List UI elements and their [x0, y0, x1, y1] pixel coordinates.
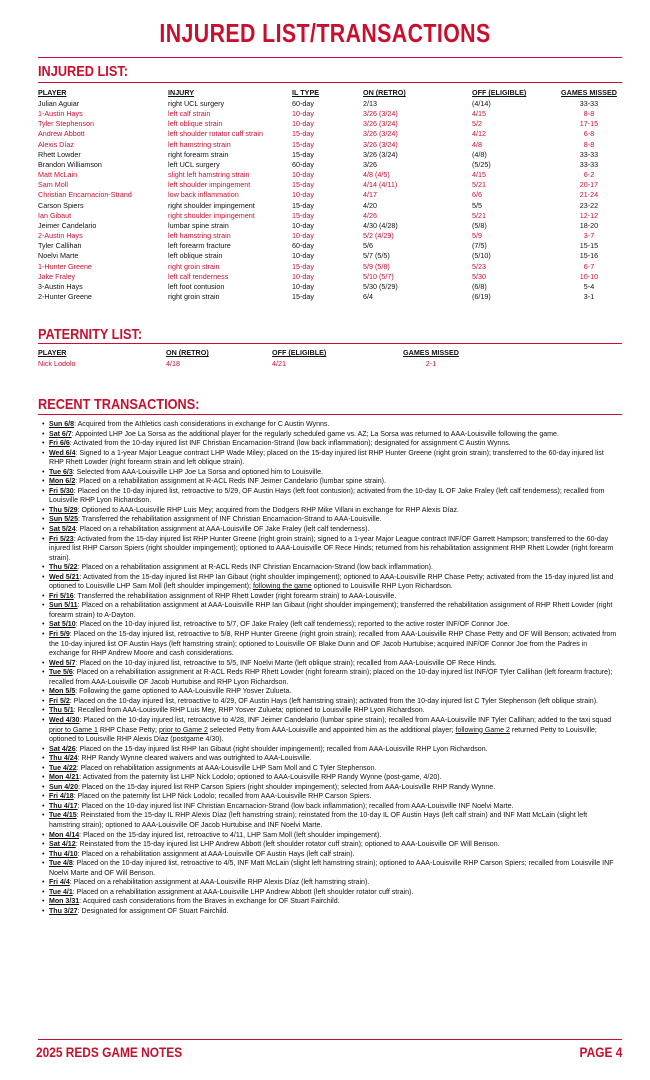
player-name: Alexis Díaz: [38, 139, 74, 149]
injured-list-table: [38, 88, 622, 302]
table-row: [38, 201, 622, 211]
player-name: Jeimer Candelario: [38, 220, 97, 230]
list-item: [42, 831, 618, 841]
list-item: [42, 888, 618, 898]
transaction-text: : Selected from AAA-Louisville LHP Joe La Sorsa and optioned him to Louisville.: [72, 468, 323, 476]
player-name: Julian Aguiar: [38, 99, 80, 108]
on-retro: 4/14 (4/11): [363, 180, 398, 190]
off-eligible: (5/10): [472, 251, 491, 261]
footer-page-number: PAGE 4: [579, 1044, 622, 1060]
list-item: [42, 515, 618, 525]
games-missed: 2-1: [425, 359, 437, 368]
il-type: 10-day: [292, 231, 314, 241]
transaction-date: Fri 4/18: [49, 793, 74, 801]
table-row: [38, 272, 622, 282]
transaction-text: : Placed on the 15-day injured list RHP Carson Spiers (right shoulder impingement); selected from AAA-Louisville RHP Randy Wynne.: [77, 783, 496, 791]
injured-list-rule: [38, 82, 622, 83]
il-type: 15-day: [292, 200, 314, 210]
on-retro: 5/6: [363, 241, 373, 251]
table-row: [38, 262, 622, 272]
list-item: [42, 487, 618, 506]
transaction-text: : Designated for assignment OF Stuart Fairchild.: [77, 907, 229, 915]
games-missed: 18-20: [579, 220, 599, 230]
transaction-date: Sun 5/25: [49, 516, 78, 524]
transaction-date: Fri 5/23: [49, 535, 74, 543]
transaction-date: Sun 4/20: [49, 783, 78, 791]
list-item: [42, 659, 618, 669]
column-header-games-missed: GAMES MISSED: [561, 88, 617, 97]
transaction-date: Sat 5/10: [49, 621, 76, 629]
transaction-date: Fri 5/2: [49, 697, 70, 705]
injury: left oblique strain: [168, 119, 223, 129]
transaction-text: : Transferred the rehabilitation assignment of RHP Rhett Lowder (right forearm strain) to AAA-Louisville.: [73, 592, 397, 600]
injury: left calf tenderness: [168, 271, 229, 281]
il-type: 15-day: [292, 261, 314, 271]
transaction-text: : Placed on the 10-day injured list, retroactive to 4/29, OF Austin Hays (left hamstring strain); activated from the 10-day injured list C Tyler Stephenson (left oblique strain).: [69, 697, 599, 705]
title-rule: [38, 57, 622, 58]
list-item: [42, 563, 618, 573]
transaction-text: returned Petty to Louisville; optioned to Louisville RHP Alexis Díaz (postgame 4/30).: [49, 726, 597, 744]
column-header-on-retro: ON (RETRO): [166, 348, 209, 357]
column-header-on-retro: ON (RETRO): [363, 88, 406, 97]
transaction-text: : Placed on a rehabilitation assignment at AAA-Louisville LHP Andrew Abbott (left shoulder rotator cuff strain).: [72, 888, 414, 896]
transaction-text: : Placed on the 10-day injured list INF Christian Encarnacion-Strand (low back inflammation); recalled from AAA-Louisville INF Noelvi Marte.: [77, 802, 514, 810]
games-missed: 15-16: [579, 251, 599, 261]
table-row: [38, 150, 622, 160]
list-item: [42, 439, 618, 449]
transaction-text: : Placed on the 15-day injured list, retroactive to 4/11, LHP Sam Moll (left shoulder impingement).: [79, 831, 382, 839]
list-item: [42, 897, 618, 907]
off-eligible: 5/5: [472, 200, 482, 210]
transaction-date: Wed 5/21: [49, 573, 80, 581]
transaction-text: : Activated from the 10-day injured list INF Christian Encarnacion-Strand (low back inflammation); designated for assignment C Austin Wynns.: [69, 440, 511, 448]
table-row: [38, 231, 622, 241]
injured-list-header-row: [38, 88, 622, 99]
injury: left shoulder rotator cuff strain: [168, 129, 263, 139]
player-name: 3-Austin Hays: [38, 281, 83, 291]
il-type: 15-day: [292, 149, 314, 159]
table-row: [38, 282, 622, 292]
transaction-text: : Placed on the paternity list LHP Nick Lodolo; recalled from AAA-Louisville RHP Carson Spiers.: [73, 793, 372, 801]
column-header-games-missed: GAMES MISSED: [403, 348, 459, 357]
injury: left shoulder impingement: [168, 180, 251, 190]
transaction-date: Mon 5/5: [49, 688, 76, 696]
on-retro: 4/26: [363, 210, 377, 220]
transaction-text: : Placed on the 10-day injured list, retroactive to 5/5, INF Noelvi Marte (left oblique strain); recalled from AAA-Louisville OF Rece Hinds.: [75, 659, 497, 667]
off-eligible: (7/5): [472, 241, 487, 251]
on-retro: 3/26 (3/24): [363, 109, 398, 119]
list-item: [42, 745, 618, 755]
table-row: [38, 221, 622, 231]
player-name: Sam Moll: [38, 180, 68, 190]
games-missed: 8-8: [583, 139, 595, 149]
transaction-text: : Signed to a 1-year Major League contract LHP Wade Miley; placed on the 15-day injured list RHP Hunter Greene (right groin strain); transferred to the 60-day injured list RHP Rhett Lowder (right forearm strain and left oblique strain).: [49, 449, 604, 467]
on-retro: 3/26: [363, 159, 377, 169]
transaction-text: : Placed on a rehabilitation assignment at AAA-Louisville OF Jake Fraley (left calf tenderness).: [75, 526, 370, 534]
transaction-date: Mon 3/31: [49, 898, 80, 906]
paternity-list-header-row: [38, 348, 622, 359]
games-missed: 8-8: [583, 109, 595, 119]
transaction-text: : Placed on the 10-day injured list, retroactive to 4/5, INF Matt McLain (slight left hamstring strain); optioned to AAA-Louisville RHP Carson Spiers; recalled from Louisville INF Noelvi Marte and OF Will Benson.: [49, 860, 614, 877]
list-item: [42, 754, 618, 764]
table-row: [38, 190, 622, 200]
column-header-off-eligible: OFF (ELIGIBLE): [472, 88, 527, 97]
table-row: [38, 359, 622, 369]
transaction-text: : Optioned to AAA-Louisville RHP Luis Mey; acquired from the Dodgers RHP Mike Villani in exchange for RHP Alexis Díaz.: [77, 506, 459, 514]
transaction-text: : Placed on the 10-day injured list, retroactive to 4/28, INF Jeimer Candelario (lumbar spine strain); recalled from AAA-Louisville INF Tyler Callihan; added to the taxi squad: [79, 716, 612, 724]
on-retro: 3/26 (3/24): [363, 139, 398, 149]
injury: left foot contusion: [168, 281, 225, 291]
games-missed: 5-4: [583, 281, 595, 291]
paternity-list-table: [38, 348, 622, 369]
list-item: [42, 840, 618, 850]
list-item: [42, 687, 618, 697]
player-name: Tyler Callihan: [38, 241, 82, 251]
transaction-text: : RHP Randy Wynne cleared waivers and was outrighted to AAA-Louisville.: [77, 755, 312, 763]
paternity-list-rule: [38, 343, 622, 344]
transactions-list: [42, 420, 618, 916]
off-eligible: (6/19): [472, 291, 491, 301]
transactions-heading: RECENT TRANSACTIONS:: [38, 396, 200, 413]
column-header-player: PLAYER: [38, 88, 67, 97]
list-item: [42, 525, 618, 535]
transaction-text: : Appointed LHP Joe La Sorsa as the additional player for the regularly scheduled game vs. AZ; La Sorsa was returned to AAA-Louisville following the game.: [71, 430, 559, 438]
transaction-date: Fri 5/16: [49, 592, 74, 600]
transaction-text: : Reinstated from the 15-day IL RHP Alexis Díaz (left hamstring strain); reinstated from the 10-day IL OF Austin Hays (left calf strain) and INF Matt McLain (slight left hamstring strain); optioned to AAA-Louisville OF Jacob Hurtubise and INF Noelvi Marte.: [49, 812, 588, 829]
off-eligible: 5/23: [472, 261, 486, 271]
on-retro: 5/7 (5/5): [363, 251, 390, 261]
transaction-text: : Following the game optioned to AAA-Louisville RHP Yosver Zulueta.: [75, 688, 292, 696]
injury: right groin strain: [168, 261, 220, 271]
il-type: 15-day: [292, 129, 314, 139]
games-missed: 12-12: [579, 210, 599, 220]
player-name: Christian Encarnacion-Strand: [38, 190, 132, 200]
off-eligible: 4/15: [472, 170, 486, 180]
off-eligible: 5/2: [472, 119, 482, 129]
injury: right shoulder impingement: [168, 210, 255, 220]
on-retro: 6/4: [363, 291, 373, 301]
player-name: Jake Fraley: [38, 271, 76, 281]
player-name: Matt McLain: [38, 170, 78, 180]
injury: left hamstring strain: [168, 231, 231, 241]
table-row: [38, 241, 622, 251]
on-retro: 4/18: [166, 359, 180, 368]
column-header-injury: INJURY: [168, 88, 195, 97]
off-eligible: 4/21: [272, 359, 286, 368]
off-eligible: (6/8): [472, 281, 487, 291]
off-eligible: 6/6: [472, 190, 482, 200]
transaction-date: Wed 5/7: [49, 659, 76, 667]
list-item: [42, 811, 618, 830]
player-name: Noelvi Marte: [38, 251, 79, 261]
column-header-player: PLAYER: [38, 348, 67, 357]
off-eligible: (5/25): [472, 159, 491, 169]
injury: lumbar spine strain: [168, 220, 229, 230]
transaction-date: Sun 5/11: [49, 602, 78, 610]
injury: right forearm strain: [168, 149, 229, 159]
injury: right groin strain: [168, 291, 220, 301]
transaction-date: Sat 4/12: [49, 841, 76, 849]
transaction-text: : Placed on a rehabilitation assignment at R-ACL Reds RHP Rhett Lowder (right forearm strain); placed on the 10-day injured list INF/OF Tyler Callihan (left forearm fracture); recalled from AAA-Louisville OF Jacob Hurtubise and RHP Lyon Richardson.: [49, 669, 613, 686]
list-item: [42, 449, 618, 468]
transaction-date: Mon 4/21: [49, 774, 80, 782]
off-eligible: (4/8): [472, 149, 487, 159]
list-item: [42, 535, 618, 564]
off-eligible: 5/21: [472, 180, 486, 190]
table-row: [38, 160, 622, 170]
transactions-rule: [38, 414, 622, 415]
games-missed: 6-7: [583, 261, 595, 271]
games-missed: 23-22: [579, 200, 599, 210]
injury: low back inflammation: [168, 190, 239, 200]
list-item: [42, 630, 618, 659]
transaction-date: Mon 4/14: [49, 831, 80, 839]
list-item: [42, 668, 618, 687]
player-name: Ian Gibaut: [38, 210, 72, 220]
on-retro: 4/30 (4/28): [363, 220, 398, 230]
injury: left forearm fracture: [168, 241, 231, 251]
column-header-il-type: IL TYPE: [292, 88, 320, 97]
player-name: 1-Hunter Greene: [38, 261, 92, 271]
transaction-date: Sat 6/7: [49, 430, 72, 438]
on-retro: 2/13: [363, 99, 377, 108]
off-eligible: 5/9: [472, 231, 482, 241]
transaction-date: Thu 5/22: [49, 564, 78, 572]
player-name: Brandon Williamson: [38, 159, 102, 169]
injury: right UCL surgery: [168, 99, 225, 108]
transaction-date: Tue 4/8: [49, 860, 73, 868]
off-eligible: 4/12: [472, 129, 486, 139]
list-item: [42, 430, 618, 440]
off-eligible: 5/30: [472, 271, 486, 281]
transaction-date: Tue 5/6: [49, 669, 73, 677]
games-missed: 21-24: [579, 190, 599, 200]
il-type: 10-day: [292, 190, 314, 200]
il-type: 10-day: [292, 251, 314, 261]
table-row: [38, 251, 622, 261]
transaction-date: Fri 6/6: [49, 440, 70, 448]
off-eligible: 5/21: [472, 210, 486, 220]
transaction-date: Sat 4/26: [49, 745, 76, 753]
list-item: [42, 706, 618, 716]
transaction-date: Thu 4/17: [49, 802, 78, 810]
list-item: [42, 859, 618, 878]
transaction-text: : Placed on the 15-day injured list RHP Ian Gibaut (right shoulder impingement); recalled from AAA-Louisville RHP Lyon Richardson.: [75, 745, 488, 753]
table-row: [38, 119, 622, 129]
transaction-date: Thu 4/10: [49, 850, 78, 858]
table-row: [38, 292, 622, 302]
injury: left UCL surgery: [168, 159, 220, 169]
list-item: [42, 573, 618, 592]
table-row: [38, 180, 622, 190]
list-item: [42, 792, 618, 802]
transaction-date: Fri 5/30: [49, 487, 74, 495]
transaction-emphasis: prior to Game 2: [158, 726, 208, 734]
games-missed: 6-2: [583, 170, 595, 180]
transaction-emphasis: following the game: [252, 583, 312, 591]
transaction-text: : Placed on the 10-day injured list, retroactive to 5/7, OF Jake Fraley (left calf tenderness); reported to the active roster INF/OF Connor Joe.: [75, 621, 510, 629]
games-missed: 3-7: [583, 231, 595, 241]
on-retro: 5/9 (5/8): [363, 261, 390, 271]
transaction-text: : Placed on a rehabilitation assignment at R-ACL Reds INF Christian Encarnacion-Strand (low back inflammation).: [77, 564, 433, 572]
transaction-text: : Acquired from the Athletics cash considerations in exchange for C Austin Wynns.: [74, 421, 330, 428]
on-retro: 3/26 (3/24): [363, 149, 398, 159]
games-missed: 6-8: [583, 129, 595, 139]
transaction-date: Thu 5/1: [49, 707, 74, 715]
transaction-text: : Placed on the 15-day injured list, retroactive to 5/8, RHP Hunter Greene (right groin strain); recalled from AAA-Louisville RHP Chase Petty and OF Will Benson; activated from the 10-day injured list OF Austin Hays (left hamstring strain); optioned to Louisville OF Blake Dunn and OF Jacob Hurtubise; acquired INF/OF Connor Joe from the Padres in exchange for RHP Andrew Moore and cash considerations.: [49, 631, 617, 658]
injured-list-rows: [38, 99, 622, 302]
transaction-text: : Activated from the paternity list LHP Nick Lodolo; optioned to AAA-Louisville RHP Randy Wynne (post-game, 4/20).: [79, 774, 442, 782]
off-eligible: (5/8): [472, 220, 487, 230]
list-item: [42, 802, 618, 812]
il-type: 15-day: [292, 180, 314, 190]
transaction-date: Sun 6/8: [49, 421, 75, 428]
injury: left oblique strain: [168, 251, 223, 261]
table-row: [38, 129, 622, 139]
footer-publication-title: 2025 REDS GAME NOTES: [36, 1044, 183, 1060]
list-item: [42, 477, 618, 487]
player-name: Carson Spiers: [38, 200, 84, 210]
on-retro: 5/30 (5/29): [363, 281, 398, 291]
transaction-date: Fri 5/9: [49, 631, 70, 639]
transaction-date: Mon 6/2: [49, 478, 76, 486]
on-retro: 4/17: [363, 190, 377, 200]
games-missed: 33-33: [579, 99, 599, 108]
player-name: Nick Lodolo: [38, 359, 76, 368]
list-item: [42, 907, 618, 917]
table-row: [38, 99, 622, 109]
list-item: [42, 764, 618, 774]
on-retro: 5/10 (5/7): [363, 271, 394, 281]
transaction-date: Tue 6/3: [49, 468, 73, 476]
paternity-list-heading: PATERNITY LIST:: [38, 326, 143, 343]
injury: left hamstring strain: [168, 139, 231, 149]
transaction-date: Tue 4/15: [49, 812, 77, 820]
injury: left calf strain: [168, 109, 211, 119]
il-type: 15-day: [292, 139, 314, 149]
transaction-date: Sat 5/24: [49, 526, 76, 534]
transaction-date: Tue 4/22: [49, 764, 77, 772]
transaction-text: selected Petty from AAA-Louisville and appointed him as the additional player;: [207, 726, 456, 734]
column-header-off-eligible: OFF (ELIGIBLE): [272, 348, 327, 357]
player-name: 2-Austin Hays: [38, 231, 83, 241]
page-title: INJURED LIST/TRANSACTIONS: [159, 18, 491, 48]
transaction-date: Thu 5/29: [49, 506, 78, 514]
transaction-text: : Acquired cash considerations from the Braves in exchange for OF Stuart Fairchild.: [79, 898, 340, 906]
table-row: [38, 211, 622, 221]
player-name: Andrew Abbott: [38, 129, 85, 139]
transaction-date: Fri 4/4: [49, 879, 70, 887]
list-item: [42, 697, 618, 707]
transaction-text: : Placed on rehabilitation assignments at AAA-Louisville LHP Sam Moll and C Tyler Stephenson.: [76, 764, 377, 772]
il-type: 10-day: [292, 170, 314, 180]
transaction-text: : Placed on a rehabilitation assignment at AAA-Louisville RHP Alexis Díaz (left hamstring strain).: [69, 879, 370, 887]
transaction-text: optioned to Louisville RHP Lyon Richardson.: [311, 583, 453, 591]
on-retro: 5/2 (4/29): [363, 231, 394, 241]
on-retro: 4/8 (4/5): [363, 170, 390, 180]
list-item: [42, 783, 618, 793]
il-type: 15-day: [292, 291, 314, 301]
il-type: 60-day: [292, 99, 314, 108]
il-type: 10-day: [292, 281, 314, 291]
transaction-text: : Activated from the 15-day injured list RHP Ian Gibaut (right shoulder impingement); optioned to AAA-Louisville RHP Chase Petty; activated from the 15-day injured list and optioned to Louisville LHP Sam Moll (left shoulder impingement);: [49, 573, 614, 591]
off-eligible: (4/14): [472, 99, 491, 108]
transaction-date: Wed 4/30: [49, 716, 80, 724]
games-missed: 33-33: [579, 159, 599, 169]
list-item: [42, 620, 618, 630]
games-missed: 20-17: [579, 180, 599, 190]
transaction-text: : Placed on the 10-day injured list, retroactive to 5/29, OF Austin Hays (left foot contusion); activated from the 10-day IL OF Jake Fraley (left calf tenderness); recalled from Louisville RHP Lyon Richardson.: [49, 487, 605, 505]
transaction-text: : Reinstated from the 15-day injured list LHP Andrew Abbott (left shoulder rotator cuff strain); optioned to AAA-Louisville OF Will Benson.: [75, 841, 500, 849]
table-row: [38, 109, 622, 119]
list-item: [42, 601, 618, 620]
player-name: 2-Hunter Greene: [38, 291, 92, 301]
transaction-text: : Placed on a rehabilitation assignment at R-ACL Reds INF Jeimer Candelario (lumbar spine strain).: [75, 478, 386, 486]
transaction-text: : Transferred the rehabilitation assignment of INF Christian Encarnacion-Strand to AAA-Louisville.: [77, 516, 382, 524]
list-item: [42, 773, 618, 783]
il-type: 60-day: [292, 159, 314, 169]
off-eligible: 4/8: [472, 139, 482, 149]
games-missed: 33-33: [579, 149, 599, 159]
injured-list-heading: INJURED LIST:: [38, 63, 128, 80]
list-item: [42, 850, 618, 860]
transaction-text: : Placed on a rehabilitation assignment at AAA-Louisville OF Austin Hays (left calf strain).: [77, 850, 355, 858]
transaction-text: : Placed on a rehabilitation assignment at AAA-Louisville RHP Ian Gibaut (right shoulder impingement); transferred the rehabilitation assignment of RHP Rhett Lowder (right forearm strain) to A-Dayton.: [49, 602, 613, 619]
list-item: [42, 592, 618, 602]
on-retro: 4/20: [363, 200, 377, 210]
injury: right shoulder impingement: [168, 200, 255, 210]
table-row: [38, 170, 622, 180]
list-item: [42, 468, 618, 478]
transaction-date: Wed 6/4: [49, 449, 76, 457]
il-type: 15-day: [292, 210, 314, 220]
transaction-text: : Activated from the 15-day injured list RHP Hunter Greene (right groin strain); signed to a 1-year Major League contract INF/OF Garrett Hampson; transferred to the 60-day injured list RHP Carson Spiers (right shoulder impingement); optioned to AAA-Louisville OF Rece Hinds; returned from his rehabilitation assignment RHP Rhett Lowder (right forearm strain).: [49, 535, 614, 562]
transaction-date: Thu 4/24: [49, 755, 78, 763]
transaction-date: Tue 4/1: [49, 888, 73, 896]
off-eligible: 4/15: [472, 109, 486, 119]
il-type: 10-day: [292, 271, 314, 281]
games-missed: 17-15: [579, 119, 599, 129]
list-item: [42, 506, 618, 516]
player-name: Rhett Lowder: [38, 149, 81, 159]
il-type: 60-day: [292, 241, 314, 251]
transaction-emphasis: following Game 2: [455, 726, 510, 734]
list-item: [42, 420, 618, 430]
footer-rule: [38, 1039, 622, 1040]
transaction-emphasis: prior to Game 1: [49, 726, 98, 734]
on-retro: 3/26 (3/24): [363, 129, 398, 139]
il-type: 10-day: [292, 119, 314, 129]
player-name: Tyler Stephenson: [38, 119, 94, 129]
transaction-text: RHP Chase Petty;: [97, 726, 159, 734]
injury: slight left hamstring strain: [168, 170, 250, 180]
games-missed: 10-10: [579, 271, 599, 281]
games-missed: 3-1: [583, 291, 595, 301]
list-item: [42, 716, 618, 745]
player-name: 1-Austin Hays: [38, 109, 83, 119]
on-retro: 3/26 (3/24): [363, 119, 398, 129]
transaction-date: Thu 3/27: [49, 907, 78, 915]
table-row: [38, 140, 622, 150]
transaction-text: : Recalled from AAA-Louisville RHP Luis Mey, RHP Yosver Zulueta; optioned to Louisville RHP Lyon Richardson.: [73, 707, 425, 715]
il-type: 10-day: [292, 109, 314, 119]
games-missed: 15-15: [579, 241, 599, 251]
list-item: [42, 878, 618, 888]
il-type: 10-day: [292, 220, 314, 230]
